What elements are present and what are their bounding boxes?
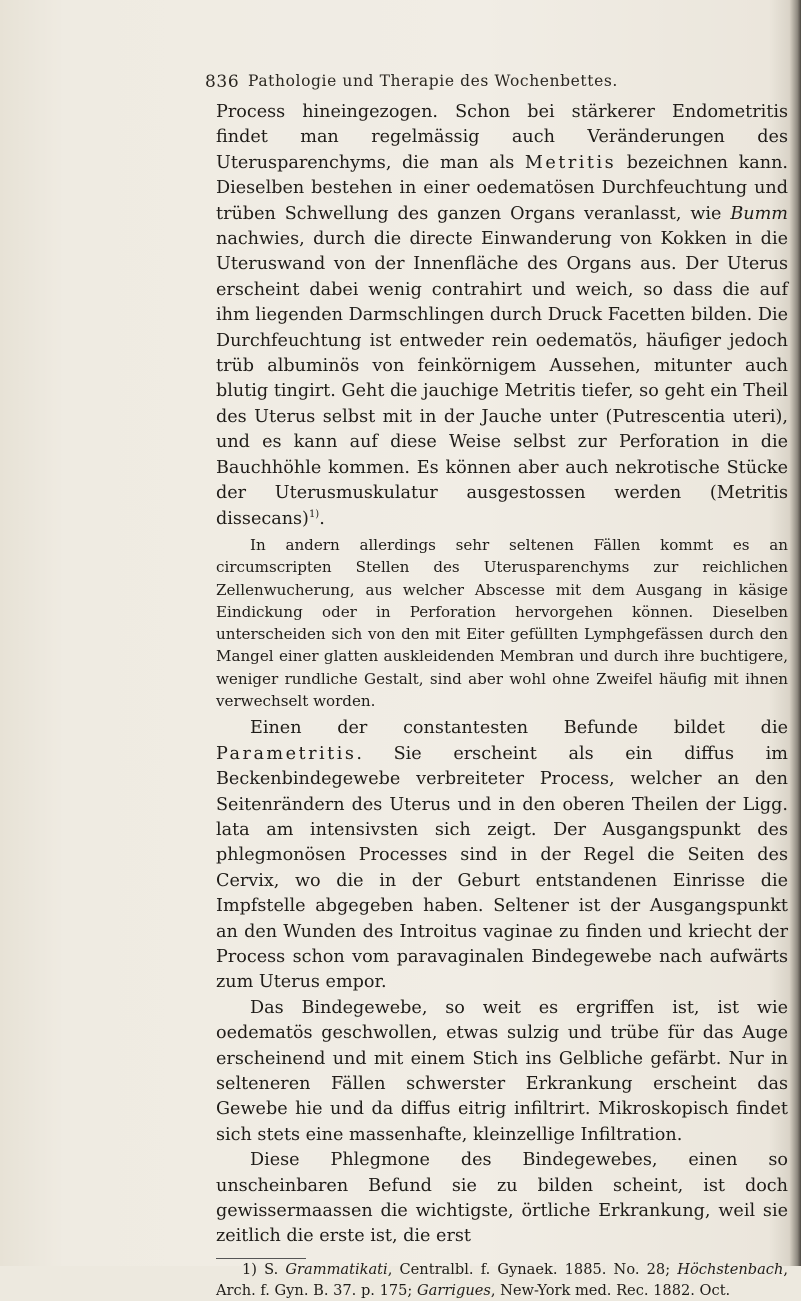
text-run: . Sie erscheint als ein diffus im Beckenbindegewebe verbreiteter Process, welcher an den Seitenrändern des Uterus und in den oberen Theilen der Ligg. lata am intensivsten sich zeigt. Der Ausgangspunkt des phlegmonösen Processes sind in der Regel die Seiten des Cervix, wo die in der Geburt entstandenen Einrisse die Impfstelle abgegeben haben. Seltener ist der Ausgangspunkt an den Wunden des Introitus vaginae zu finden und kriecht der Process schon vom paravaginalen Bindegewebe nach aufwärts zum Uterus empor. [216, 743, 788, 993]
text-run: . [319, 508, 325, 529]
author-name: Bumm [730, 203, 788, 224]
author-name: Höchstenbach [677, 1260, 784, 1278]
small-print-note [216, 534, 788, 712]
footnote [216, 1259, 788, 1301]
text-run: , New-York med. Rec. 1882. Oct. [490, 1281, 731, 1299]
text-run: nachwies, durch die directe Einwanderung von Kokken in die Uteruswand von der Innenfläche des Organs aus. Der Uterus erscheint dabei wenig contrahirt und weich, so dass die auf ihm liegenden Darmschlingen durch Druck Facetten bilden. Die Durchfeuchtung ist entweder rein oedematös, häufiger jedoch trüb albuminös von feinkörnigem Aussehen, mitunter auch blutig tingirt. Geht die jauchige Metritis tiefer, so geht ein Theil des Uterus selbst mit in der Jauche unter (Putrescentia uteri), und es kann auf diese Weise selbst zur Perforation in die Bauchhöhle kommen. Es können aber auch nekrotische Stücke der Uterusmuskulatur ausgestossen werden (Metritis dissecans) [216, 229, 788, 529]
paragraph-parametritis [216, 716, 788, 995]
page-number: 836 [205, 72, 240, 92]
footnote-text [216, 1259, 788, 1301]
footnote-marker: 1) S. [242, 1260, 286, 1278]
text-run: , Arch. f. Gyn. B. 37. p. 175; [216, 1260, 789, 1299]
text-run: Einen der constantesten Befunde bildet die [250, 718, 788, 739]
paragraph-abscess: In andern allerdings sehr seltenen Fällen kommt es an circumscripten Stellen des Uterusparenchyms zur reichlichen Zellenwucherung, aus welcher Abscesse mit dem Ausgang in käsige Eindickung oder in Perforation hervorgehen können. Dieselben unterscheiden sich von den mit Eiter gefüllten Lymphgefässen durch den Mangel einer glatten auskleidenden Membran und durch ihre buchtigere, weniger rundliche Gestalt, sind aber wohl ohne Zweifel häufig mit ihnen verwechselt worden. [216, 535, 788, 710]
paragraph-phlegmone: Diese Phlegmone des Bindegewebes, einen so unscheinbaren Befund sie zu bilden scheint, ist doch gewissermaassen die wichtigste, örtliche Erkrankung, weil sie zeitlich die erste ist, die erst [216, 1150, 788, 1247]
running-title: Pathologie und Therapie des Wochenbettes. [248, 72, 618, 90]
page-edge-shadow [789, 0, 801, 1266]
footnote-ref: 1) [308, 508, 320, 520]
paragraph-bindegewebe: Das Bindegewebe, so weit es ergriffen ist, ist wie oedematös geschwollen, etwas sulzig und trübe für das Auge erscheinend und mit einem Stich ins Gelbliche gefärbt. Nur in selteneren Fällen schwerster Erkrankung erscheint das Gewebe hie und da diffus eitrig infiltrirt. Mikroskopisch findet sich stets eine massenhafte, kleinzellige Infiltration. [216, 997, 788, 1145]
main-text [216, 100, 788, 1301]
text-run: bezeichnen kann. Dieselben bestehen in einer oedematösen Durchfeuchtung und trüben Schwellung des ganzen Organs veranlasst, wie [216, 152, 788, 224]
term-parametritis: Parametritis [216, 743, 357, 764]
term-metritis: Metritis [524, 152, 617, 173]
paragraph-metritis [216, 100, 788, 532]
running-header [205, 72, 688, 92]
text-run: Process hineingezogen. Schon bei stärkerer Endometritis findet man regelmässig auch Veränderungen des Uterusparenchyms, die man als [216, 102, 788, 173]
author-name: Grammatikati [285, 1260, 388, 1278]
text-run: , Centralbl. f. Gynaek. 1885. No. 28; [387, 1260, 678, 1278]
author-name: Garrigues [417, 1281, 491, 1299]
